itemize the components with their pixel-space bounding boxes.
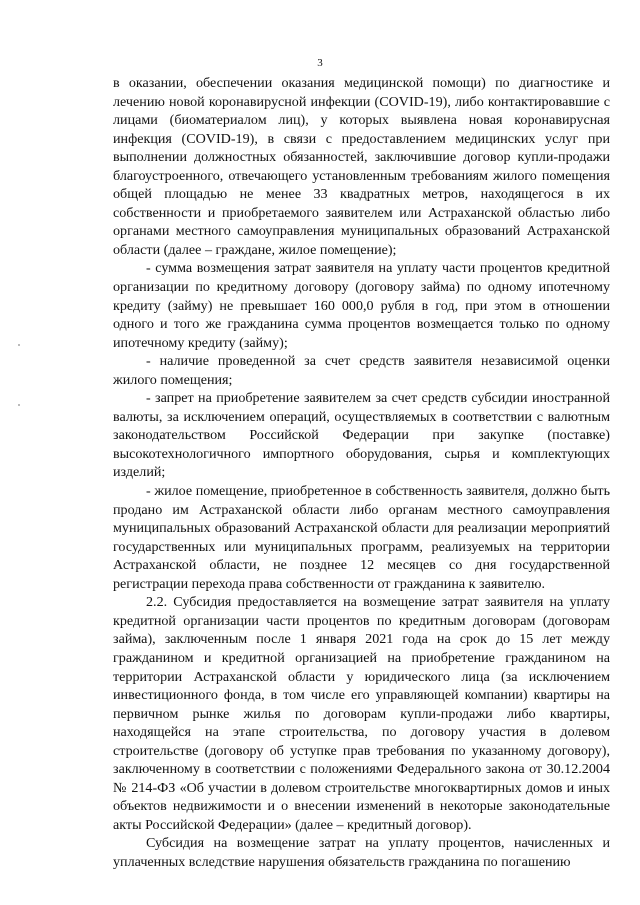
paragraph: - жилое помещение, приобретенное в собственность заявителя, должно быть продано им Астраханской области либо органам местного самоуправления муниципальных образований Астраханской области для реализации мероприятий государственных или муниципальных программ, реализуемых на территории Астраханской области, не позднее 12 месяцев со дня государственной регистрации перехода права собственности от гражданина к заявителю. bbox=[113, 483, 610, 592]
page-number: 3 bbox=[317, 57, 323, 69]
margin-mark bbox=[18, 404, 20, 406]
paragraph: - запрет на приобретение заявителем за счет средств субсидии иностранной валюты, за исключением операций, осуществляемых в соответствии с валютным законодательством Российской Федерации при закупке (поставке) высокотехнологичного импортного оборудования, сырья и комплектующих изделий; bbox=[113, 390, 610, 481]
document-body bbox=[113, 74, 610, 872]
paragraph: 2.2. Субсидия предоставляется на возмещение затрат заявителя на уплату кредитной организации части процентов по кредитным договорам (договорам займа), заключенным после 1 января 2021 года на срок до 15 лет между гражданином и кредитной организацией на приобретение гражданином на территории Астраханской области у юридического лица (за исключением инвестиционного фонда, в том числе его управляющей компании) квартиры на первичном рынке жилья по договорам купли-продажи либо квартиры, находящейся на этапе строительства, по договору участия в долевом строительстве (договору об уступке прав требования по указанному договору), заключенному в соответствии с положениями Федерального закона от 30.12.2004 № 214-ФЗ «Об участии в долевом строительстве многоквартирных домов и иных объектов недвижимости и о внесении изменений в некоторые законодательные акты Российской Федерации» (далее – кредитный договор). bbox=[113, 594, 610, 833]
paragraph: - наличие проведенной за счет средств заявителя независимой оценки жилого помещения; bbox=[113, 353, 610, 388]
paragraph: - сумма возмещения затрат заявителя на уплату части процентов кредитной организации по кредитному договору (договору займа) по одному ипотечному кредиту (займу) не превышает 160 000,0 рубля в год, при этом в отношении одного и того же гражданина сумма процентов возмещается только по одному ипотечному кредиту (займу); bbox=[113, 260, 610, 351]
paragraph: в оказании, обеспечении оказания медицинской помощи) по диагностике и лечению новой коронавирусной инфекции (COVID-19), либо контактировавшие с лицами (биоматериалом лиц), у которых выявлена новая коронавирусная инфекция (COVID-19), в связи с предоставлением медицинских услуг при выполнении должностных обязанностей, заключившие договор купли-продажи благоустроенного, отвечающего установленным требованиям жилого помещения общей площадью не менее 33 квадратных метров, находящегося в их собственности и приобретаемого заявителем или Астраханской областью либо органами местного самоуправления муниципальных образований Астраханской области (далее – граждане, жилое помещение); bbox=[113, 75, 610, 258]
paragraph: Субсидия на возмещение затрат на уплату процентов, начисленных и уплаченных вследствие нарушения обязательств гражданина по погашению bbox=[113, 835, 610, 870]
margin-mark bbox=[18, 344, 20, 346]
